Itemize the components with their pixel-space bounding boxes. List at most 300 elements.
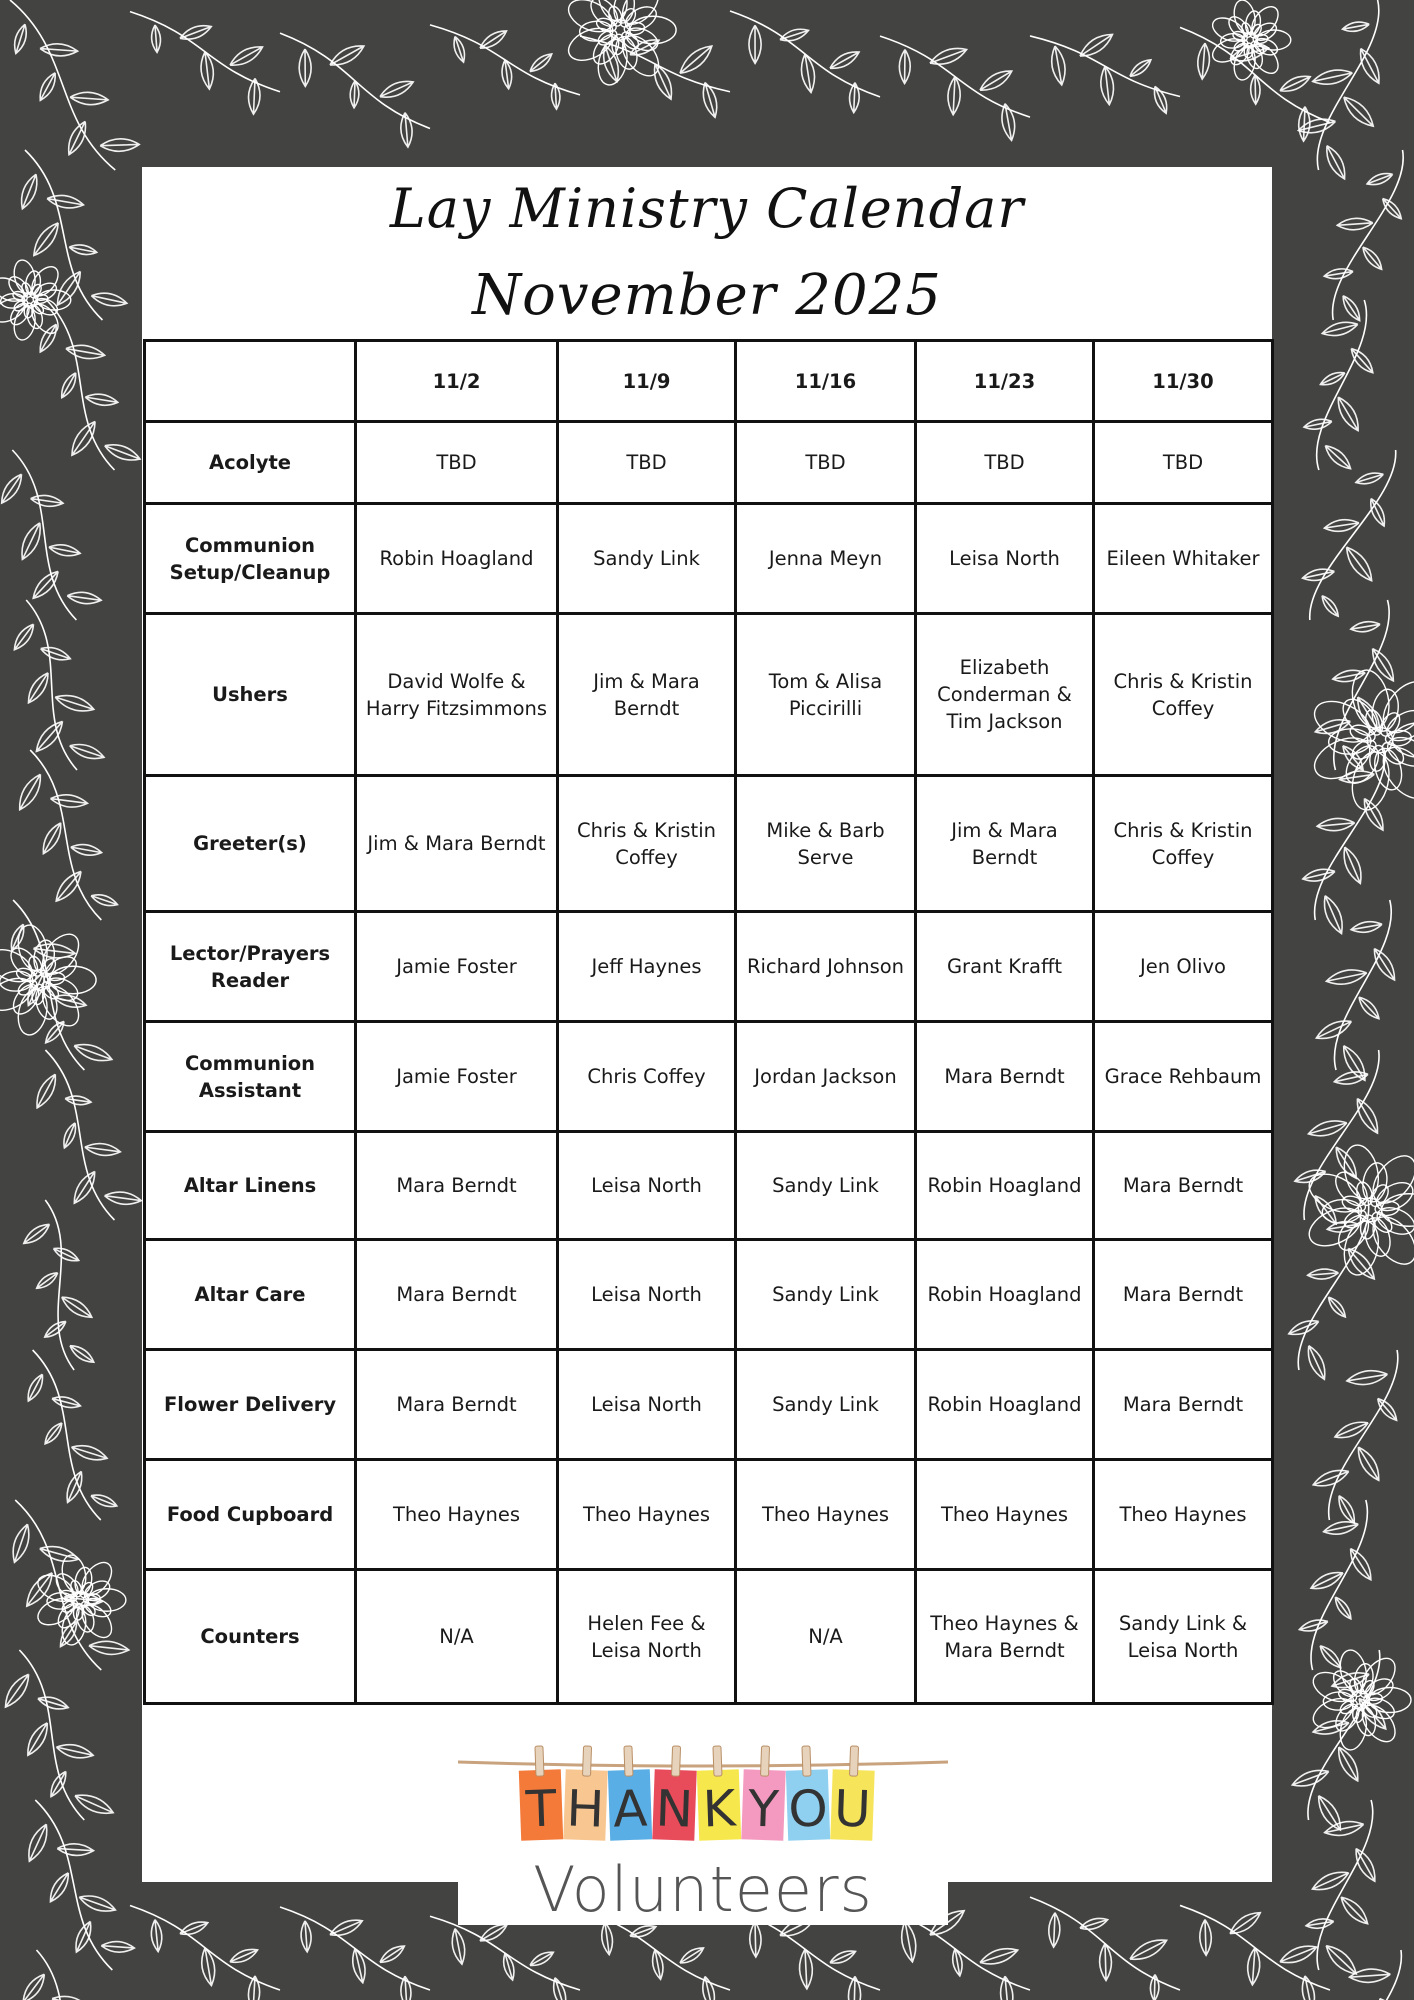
leaf-icon: [1373, 649, 1394, 681]
table-row: [145, 1240, 1273, 1350]
leaf-icon: [46, 1021, 64, 1042]
table-row: [145, 422, 1273, 504]
leaf-icon: [1319, 1796, 1341, 1830]
leaf-icon: [502, 60, 512, 89]
assignment-cell: Tom & Alisa Piccirilli: [736, 614, 916, 776]
leaf-icon: [1302, 1976, 1314, 2000]
assignment-cell: Robin Hoagland: [916, 1132, 1094, 1240]
thank-you-banner: [458, 1725, 948, 1865]
assignment-cell: TBD: [558, 422, 736, 504]
date-header: 11/30: [1094, 341, 1273, 422]
assignment-cell: Jordan Jackson: [736, 1022, 916, 1132]
letter-tag: [563, 1745, 608, 1840]
assignment-cell: N/A: [736, 1570, 916, 1704]
vine-stem: [1317, 1800, 1373, 1970]
leaf-icon: [480, 1925, 507, 1941]
leaf-icon: [72, 1446, 108, 1460]
flower-icon: [1308, 666, 1414, 813]
table-row: [145, 1570, 1273, 1704]
leaf-icon: [680, 1948, 704, 1963]
assignment-cell: Jeff Haynes: [558, 912, 736, 1022]
leaf-icon: [749, 25, 761, 63]
assignment-cell: Leisa North: [916, 504, 1094, 614]
assignment-cell: Jim & Mara Berndt: [558, 614, 736, 776]
tag-letter: K: [701, 1779, 737, 1839]
leaf-icon: [1356, 473, 1384, 484]
leaf-icon: [530, 1952, 553, 1965]
leaf-icon: [1356, 1849, 1375, 1882]
leaf-icon: [1378, 1399, 1397, 1421]
assignment-cell: Jenna Meyn: [736, 504, 916, 614]
leaf-icon: [62, 1297, 92, 1317]
leaf-icon: [38, 1697, 68, 1709]
clothespin-icon: [713, 1746, 722, 1776]
leaf-icon: [54, 1248, 79, 1260]
flower-icon: [0, 922, 96, 1038]
leaf-icon: [1347, 1371, 1388, 1385]
leaf-icon: [1101, 66, 1114, 104]
leaf-icon: [1324, 1522, 1359, 1534]
leaf-icon: [64, 1123, 76, 1148]
leaf-icon: [1308, 1346, 1324, 1380]
title-line-1: Lay Ministry Calendar: [389, 177, 1025, 240]
leaf-icon: [1351, 922, 1382, 933]
leaf-icon: [41, 648, 71, 660]
leaf-icon: [1334, 1072, 1368, 1084]
leaf-icon: [5, 1674, 28, 1707]
leaf-icon: [74, 1171, 94, 1203]
leaf-icon: [1325, 446, 1350, 469]
calendar-title: [142, 167, 1272, 339]
leaf-icon: [1299, 107, 1310, 142]
leaf-icon: [1374, 949, 1394, 980]
role-label: Altar Linens: [145, 1132, 356, 1240]
date-header: 11/16: [736, 341, 916, 422]
assignment-cell: Chris & Kristin Coffey: [1094, 614, 1273, 776]
leaf-icon: [1308, 1269, 1339, 1279]
leaf-icon: [1367, 174, 1393, 185]
letter-tag: [518, 1745, 563, 1840]
tag-letter: T: [524, 1779, 558, 1839]
leaf-icon: [830, 1951, 856, 1963]
leaf-icon: [1361, 49, 1379, 84]
leaf-icon: [1317, 818, 1355, 830]
assignment-cell: Grant Krafft: [916, 912, 1094, 1022]
letter-tag: [652, 1745, 697, 1840]
leaf-icon: [1359, 997, 1379, 1019]
table-row: [145, 504, 1273, 614]
leaf-icon: [2, 474, 22, 503]
table-row: [145, 776, 1273, 912]
leaf-icon: [180, 26, 211, 40]
leaf-icon: [980, 1949, 1018, 1964]
leaf-icon: [330, 46, 364, 65]
leaf-icon: [65, 1096, 91, 1105]
leaf-icon: [1230, 1913, 1260, 1934]
leaf-icon: [1052, 46, 1065, 85]
leaf-icon: [1335, 1597, 1350, 1619]
role-label: Lector/Prayers Reader: [145, 912, 356, 1022]
letter-tag: [785, 1745, 830, 1840]
assignment-cell: Elizabeth Conderman & Tim Jackson: [916, 614, 1094, 776]
leaf-icon: [1313, 1470, 1349, 1485]
vine-stem: [1315, 750, 1385, 920]
leaf-icon: [1324, 896, 1342, 934]
leaf-icon: [480, 31, 507, 48]
leaf-icon: [848, 1976, 860, 2000]
title-line-2: November 2025: [472, 263, 942, 328]
assignment-cell: Mara Berndt: [916, 1022, 1094, 1132]
letter-tag: [830, 1745, 875, 1840]
leaf-icon: [1150, 1975, 1158, 2000]
leaf-icon: [554, 1978, 566, 2000]
leaf-icon: [20, 774, 41, 809]
assignment-cell: Theo Haynes: [1094, 1460, 1273, 1570]
letter-tag: [741, 1745, 786, 1840]
leaf-icon: [28, 1723, 47, 1755]
clothespin-icon: [624, 1746, 633, 1776]
leaf-icon: [1327, 146, 1345, 179]
leaf-icon: [301, 1921, 311, 1952]
leaf-icon: [70, 1346, 94, 1363]
leaf-icon: [1338, 397, 1358, 431]
table-header-row: [145, 341, 1273, 422]
leaf-icon: [66, 345, 105, 358]
leaf-icon: [1198, 43, 1210, 79]
leaf-icon: [100, 139, 139, 152]
leaf-icon: [1130, 1940, 1167, 1959]
assignment-cell: Leisa North: [558, 1132, 736, 1240]
role-label: Flower Delivery: [145, 1350, 356, 1460]
leaf-icon: [22, 523, 40, 560]
table-row: [145, 614, 1273, 776]
leaf-icon: [1329, 1297, 1346, 1317]
leaf-icon: [830, 52, 859, 68]
banner-string: [458, 1762, 948, 1766]
leaf-icon: [1080, 1918, 1108, 1929]
leaf-icon: [31, 495, 63, 506]
leaf-icon: [105, 445, 140, 460]
leaf-icon: [28, 1374, 42, 1401]
leaf-icon: [91, 293, 127, 306]
leaf-icon: [380, 81, 413, 97]
leaf-icon: [1383, 199, 1402, 219]
leaf-icon: [54, 995, 86, 1007]
leaf-icon: [1358, 1447, 1378, 1480]
assignment-cell: Theo Haynes & Mara Berndt: [916, 1570, 1094, 1704]
leaf-icon: [40, 73, 55, 101]
leaf-icon: [70, 92, 108, 104]
thank-you-volunteers-graphic: [458, 1725, 948, 1925]
leaf-icon: [85, 394, 117, 405]
leaf-icon: [899, 50, 910, 84]
vine-stem: [1334, 600, 1389, 770]
leaf-icon: [28, 673, 48, 703]
volunteers-text: Volunteers: [533, 1853, 873, 1926]
corner-header-cell: [145, 341, 356, 422]
ministry-schedule-table: [143, 339, 1274, 1705]
tag-letter: O: [787, 1779, 829, 1839]
leaf-icon: [40, 44, 78, 56]
leaf-icon: [91, 1495, 117, 1506]
assignment-cell: Robin Hoagland: [916, 1240, 1094, 1350]
leaf-icon: [1341, 1897, 1367, 1924]
leaf-icon: [1326, 970, 1366, 984]
clothespin-icon: [802, 1746, 811, 1776]
assignment-cell: Jamie Foster: [356, 1022, 558, 1132]
assignment-cell: Sandy Link & Leisa North: [1094, 1570, 1273, 1704]
leaf-icon: [1154, 86, 1166, 113]
leaf-icon: [1251, 75, 1260, 104]
assignment-cell: Mara Berndt: [1094, 1350, 1273, 1460]
leaf-icon: [1342, 22, 1369, 31]
leaf-icon: [1344, 847, 1361, 883]
leaf-icon: [23, 1974, 44, 2000]
leaf-icon: [930, 48, 967, 64]
leaf-icon: [15, 24, 27, 53]
assignment-cell: Jim & Mara Berndt: [916, 776, 1094, 912]
role-label: Food Cupboard: [145, 1460, 356, 1570]
assignment-cell: Richard Johnson: [736, 912, 916, 1022]
leaf-icon: [37, 1273, 58, 1288]
leaf-icon: [1200, 1920, 1211, 1956]
leaf-icon: [1130, 60, 1151, 77]
clothespin-icon: [535, 1746, 544, 1776]
leaf-icon: [79, 1896, 115, 1911]
leaf-icon: [1344, 97, 1373, 126]
role-label: Greeter(s): [145, 776, 356, 912]
assignment-cell: Grace Rehbaum: [1094, 1022, 1273, 1132]
assignment-cell: Mara Berndt: [356, 1240, 558, 1350]
leaf-icon: [1351, 622, 1380, 632]
leaf-icon: [401, 1976, 411, 2000]
leaf-icon: [101, 1942, 134, 1953]
leaf-icon: [69, 245, 96, 255]
date-header: 11/23: [916, 341, 1094, 422]
leaf-icon: [230, 1949, 258, 1962]
leaf-icon: [1280, 1946, 1317, 1962]
leaf-icon: [1324, 269, 1353, 279]
leaf-icon: [45, 1423, 62, 1444]
leaf-icon: [1357, 1099, 1377, 1134]
leaf-icon: [1364, 799, 1383, 831]
leaf-icon: [71, 845, 102, 856]
leaf-icon: [69, 121, 86, 154]
assignment-cell: Chris & Kristin Coffey: [558, 776, 736, 912]
leaf-icon: [52, 1397, 80, 1408]
table-row: [145, 912, 1273, 1022]
leaf-icon: [630, 1926, 656, 1937]
letter-tag: [607, 1745, 652, 1840]
leaf-icon: [1299, 1620, 1327, 1631]
leaf-icon: [1324, 520, 1359, 532]
leaf-icon: [67, 1471, 82, 1502]
leaf-icon: [800, 1949, 813, 1989]
leaf-icon: [980, 71, 1012, 90]
leaf-icon: [353, 1949, 365, 1983]
leaf-icon: [1303, 869, 1335, 881]
leaf-icon: [85, 1144, 121, 1156]
leaf-icon: [454, 37, 464, 63]
leaf-icon: [1080, 34, 1113, 56]
table-row: [145, 1132, 1273, 1240]
leaf-icon: [40, 324, 56, 352]
leaf-icon: [1313, 70, 1353, 84]
leaf-icon: [703, 1977, 715, 2000]
leaf-icon: [75, 1795, 113, 1813]
leaf-icon: [1292, 1770, 1328, 1786]
leaf-icon: [1322, 322, 1358, 335]
leaf-icon: [552, 83, 560, 109]
leaf-icon: [55, 696, 94, 711]
assignment-cell: TBD: [736, 422, 916, 504]
leaf-icon: [56, 1745, 93, 1758]
leaf-icon: [151, 1920, 161, 1952]
leaf-icon: [51, 795, 88, 807]
assignment-cell: Mike & Barb Serve: [736, 776, 916, 912]
assignment-cell: Chris & Kristin Coffey: [1094, 776, 1273, 912]
table-row: [145, 1460, 1273, 1570]
assignment-cell: Jamie Foster: [356, 912, 558, 1022]
assignment-cell: Leisa North: [558, 1240, 736, 1350]
role-label: Altar Care: [145, 1240, 356, 1350]
leaf-icon: [76, 1921, 91, 1952]
leaf-icon: [1363, 247, 1382, 269]
assignment-cell: Theo Haynes: [736, 1460, 916, 1570]
leaf-icon: [1339, 1496, 1354, 1523]
leaf-icon: [504, 1953, 514, 1980]
assignment-cell: Mara Berndt: [356, 1350, 558, 1460]
assignment-cell: Theo Haynes: [558, 1460, 736, 1570]
leaf-icon: [14, 624, 33, 649]
leaf-icon: [1049, 1913, 1060, 1948]
assignment-cell: Chris Coffey: [558, 1022, 736, 1132]
leaf-icon: [248, 1976, 259, 2000]
leaf-icon: [530, 54, 552, 72]
leaf-icon: [680, 46, 712, 73]
date-header: 11/2: [356, 341, 558, 422]
leaf-icon: [13, 1524, 29, 1562]
clothespin-icon: [850, 1746, 859, 1776]
leaf-icon: [29, 1824, 47, 1861]
assignment-cell: Robin Hoagland: [356, 504, 558, 614]
letter-tag: [696, 1745, 741, 1840]
leaf-icon: [1308, 1121, 1346, 1136]
leaf-icon: [34, 223, 58, 256]
leaf-icon: [56, 871, 81, 901]
leaf-icon: [40, 1547, 79, 1562]
leaf-icon: [1248, 1948, 1260, 1985]
assignment-cell: Theo Haynes: [356, 1460, 558, 1570]
leaf-icon: [49, 545, 80, 556]
assignment-cell: Sandy Link: [558, 504, 736, 614]
leaf-icon: [902, 1921, 916, 1962]
leaf-icon: [105, 1192, 142, 1204]
leaf-icon: [24, 1224, 50, 1243]
leaf-icon: [43, 823, 60, 854]
leaf-icon: [1322, 596, 1338, 617]
role-label: Communion Setup/Cleanup: [145, 504, 356, 614]
assignment-cell: Mara Berndt: [1094, 1240, 1273, 1350]
tag-letter: U: [833, 1779, 872, 1839]
assignment-cell: Jen Olivo: [1094, 912, 1273, 1022]
assignment-cell: Leisa North: [558, 1350, 736, 1460]
leaf-icon: [1304, 419, 1332, 429]
leaf-icon: [57, 1844, 93, 1856]
leaf-icon: [1320, 373, 1344, 385]
assignment-cell: Helen Fee & Leisa North: [558, 1570, 736, 1704]
assignment-cell: Robin Hoagland: [916, 1350, 1094, 1460]
leaf-icon: [47, 195, 83, 208]
leaf-icon: [380, 1946, 404, 1962]
assignment-cell: David Wolfe & Harry Fitzsimmons: [356, 614, 558, 776]
clothespin-icon: [583, 1746, 592, 1776]
leaf-icon: [1280, 76, 1310, 91]
leaf-icon: [1371, 499, 1385, 526]
assignment-cell: Jim & Mara Berndt: [356, 776, 558, 912]
leaf-icon: [45, 1321, 66, 1337]
assignment-cell: Sandy Link: [736, 1350, 916, 1460]
leaf-icon: [1302, 569, 1334, 580]
leaf-icon: [152, 25, 161, 52]
leaf-icon: [1320, 1646, 1341, 1668]
tag-letter: N: [654, 1779, 695, 1839]
leaf-icon: [89, 1641, 129, 1654]
leaf-icon: [180, 1922, 208, 1934]
tag-letter: A: [612, 1779, 649, 1839]
leaf-icon: [780, 29, 809, 40]
leaf-icon: [37, 1074, 55, 1108]
leaf-icon: [230, 47, 263, 65]
leaf-icon: [67, 592, 101, 603]
leaf-icon: [1289, 1321, 1319, 1335]
leaf-icon: [1100, 1944, 1112, 1981]
leaf-icon: [70, 744, 104, 758]
leaf-icon: [72, 421, 95, 455]
role-label: Communion Assistant: [145, 1022, 356, 1132]
leaf-icon: [948, 77, 960, 115]
leaf-icon: [850, 83, 860, 113]
leaf-icon: [602, 1923, 613, 1955]
leaf-icon: [248, 78, 260, 114]
leaf-icon: [1337, 218, 1373, 230]
leaf-icon: [62, 373, 76, 398]
flower-icon: [34, 1553, 126, 1648]
leaf-icon: [330, 1920, 362, 1935]
assignment-cell: Mara Berndt: [1094, 1132, 1273, 1240]
leaf-icon: [1351, 1549, 1371, 1580]
role-label: Acolyte: [145, 422, 356, 504]
date-header: 11/9: [558, 341, 736, 422]
leaf-icon: [1339, 1747, 1358, 1781]
leaf-icon: [91, 895, 117, 906]
assignment-cell: Eileen Whitaker: [1094, 504, 1273, 614]
leaf-icon: [74, 1045, 112, 1061]
assignment-cell: Sandy Link: [736, 1240, 916, 1350]
role-label: Counters: [145, 1570, 356, 1704]
clothespin-icon: [672, 1746, 681, 1776]
leaf-icon: [299, 49, 311, 86]
tag-letter: H: [565, 1779, 606, 1839]
assignment-cell: Sandy Link: [736, 1132, 916, 1240]
leaf-icon: [1326, 1946, 1356, 1974]
leaf-icon: [57, 271, 80, 305]
assignment-cell: Theo Haynes: [916, 1460, 1094, 1570]
role-label: Ushers: [145, 614, 356, 776]
assignment-cell: TBD: [916, 422, 1094, 504]
assignment-cell: TBD: [1094, 422, 1273, 504]
leaf-icon: [1347, 547, 1372, 581]
